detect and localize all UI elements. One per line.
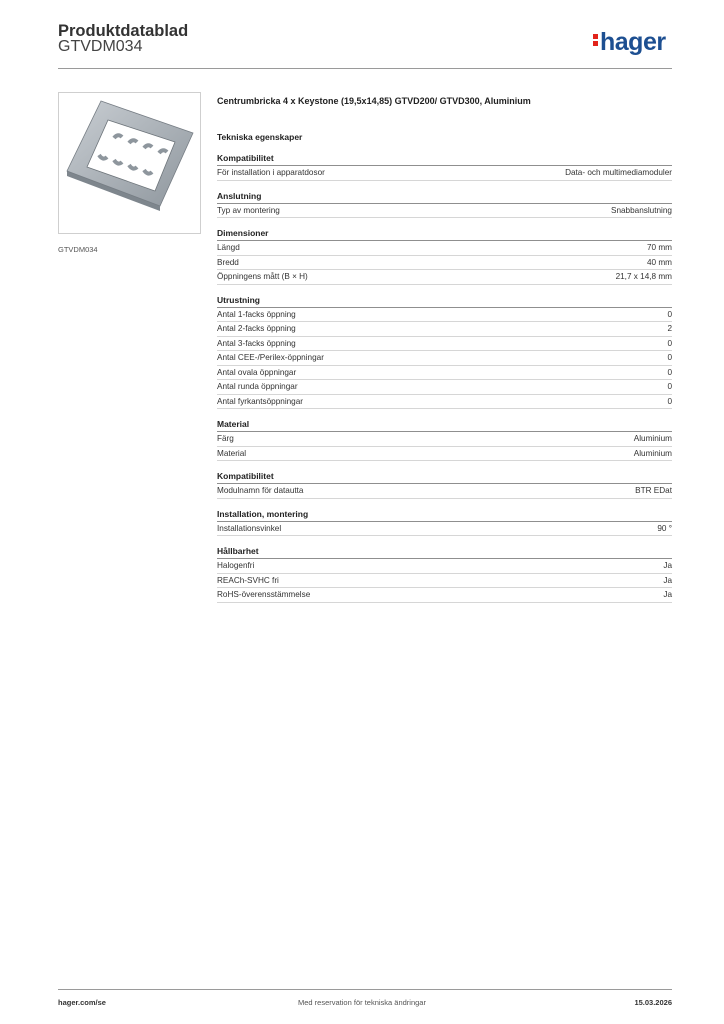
section-title: Anslutning xyxy=(217,191,672,204)
product-image xyxy=(58,92,201,234)
spec-value: 70 mm xyxy=(646,243,672,252)
section-title: Hållbarhet xyxy=(217,546,672,559)
spec-row xyxy=(217,351,672,366)
spec-row xyxy=(217,574,672,589)
spec-value: 0 xyxy=(667,367,672,377)
logo-dots-icon xyxy=(593,32,598,48)
spec-label: Öppningens mått (B × H) xyxy=(217,272,308,281)
footer-divider xyxy=(58,989,672,990)
spec-label: Längd xyxy=(217,243,240,252)
spec-value: BTR EDat xyxy=(635,486,672,495)
spec-value: Data- och multimediamoduler xyxy=(565,168,672,177)
section-title: Kompatibilitet xyxy=(217,471,672,484)
spec-row xyxy=(217,447,672,462)
spec-section xyxy=(217,419,672,461)
footer-website: hager.com/se xyxy=(58,998,106,1007)
spec-value: 40 mm xyxy=(646,257,672,267)
spec-label: RoHS-överensstämmelse xyxy=(217,590,311,599)
spec-row xyxy=(217,559,672,574)
spec-value: Aluminium xyxy=(633,448,672,458)
spec-value: 90 ° xyxy=(657,523,672,533)
spec-label: Installationsvinkel xyxy=(217,523,282,533)
spec-label: Modulnamn för datautta xyxy=(217,486,304,495)
section-title: Dimensioner xyxy=(217,228,672,241)
section-title: Installation, montering xyxy=(217,509,672,522)
footer-disclaimer: Med reservation för tekniska ändringar xyxy=(298,998,426,1007)
section-title: Kompatibilitet xyxy=(217,153,672,166)
spec-row xyxy=(217,588,672,603)
section-title: Material xyxy=(217,419,672,432)
spec-value: Ja xyxy=(663,590,672,599)
spec-section xyxy=(217,191,672,219)
spec-row xyxy=(217,270,672,285)
hager-logo xyxy=(593,28,666,57)
spec-row xyxy=(217,256,672,271)
spec-label: Antal 2-facks öppning xyxy=(217,324,296,333)
spec-row xyxy=(217,322,672,337)
document-title: Produktdatablad xyxy=(58,22,189,40)
spec-section xyxy=(217,228,672,285)
spec-label: Antal runda öppningar xyxy=(217,382,298,391)
spec-sections xyxy=(217,153,672,603)
section-title: Utrustning xyxy=(217,295,672,308)
spec-section xyxy=(217,471,672,499)
spec-row xyxy=(217,432,672,447)
spec-row xyxy=(217,395,672,410)
spec-row xyxy=(217,308,672,323)
spec-value: 2 xyxy=(667,324,672,333)
footer-date: 15.03.2026 xyxy=(634,998,672,1007)
spec-value: 21,7 x 14,8 mm xyxy=(615,272,672,281)
spec-value: Aluminium xyxy=(633,434,672,443)
spec-label: Halogenfri xyxy=(217,561,255,570)
spec-label: Antal CEE-/Perilex-öppningar xyxy=(217,353,324,362)
spec-row xyxy=(217,366,672,381)
spec-row xyxy=(217,204,672,219)
spec-label: För installation i apparatdosor xyxy=(217,168,325,177)
header-divider xyxy=(58,68,672,69)
spec-label: Bredd xyxy=(217,257,239,267)
spec-label: Antal 3-facks öppning xyxy=(217,338,296,348)
spec-row xyxy=(217,166,672,181)
spec-value: 0 xyxy=(667,309,672,319)
spec-section xyxy=(217,509,672,537)
logo-text: hager xyxy=(600,28,666,56)
spec-value: 0 xyxy=(667,396,672,406)
spec-row xyxy=(217,522,672,537)
product-code: GTVDM034 xyxy=(58,38,143,55)
spec-label: Antal ovala öppningar xyxy=(217,367,297,377)
spec-value: 0 xyxy=(667,338,672,348)
technical-heading: Tekniska egenskaper xyxy=(217,132,303,142)
spec-label: Material xyxy=(217,448,247,458)
spec-value: Ja xyxy=(663,561,672,570)
spec-section xyxy=(217,153,672,181)
spec-section xyxy=(217,295,672,410)
aluminium-frame-plate-icon xyxy=(59,93,200,233)
spec-label: Typ av montering xyxy=(217,205,280,215)
product-name: Centrumbricka 4 x Keystone (19,5x14,85) GTVD200/ GTVD300, Aluminium xyxy=(217,96,531,106)
spec-label: Antal fyrkantsöppningar xyxy=(217,396,304,406)
datasheet-content xyxy=(217,96,672,613)
spec-value: 0 xyxy=(667,382,672,391)
spec-label: Färg xyxy=(217,434,234,443)
spec-row xyxy=(217,484,672,499)
spec-label: Antal 1-facks öppning xyxy=(217,309,296,319)
spec-row xyxy=(217,380,672,395)
image-caption: GTVDM034 xyxy=(58,245,98,254)
spec-value: Snabbanslutning xyxy=(610,205,672,215)
spec-label: REACh-SVHC fri xyxy=(217,575,279,585)
spec-row xyxy=(217,241,672,256)
spec-section xyxy=(217,546,672,603)
spec-value: Ja xyxy=(663,575,672,585)
spec-row xyxy=(217,337,672,352)
spec-value: 0 xyxy=(667,353,672,362)
